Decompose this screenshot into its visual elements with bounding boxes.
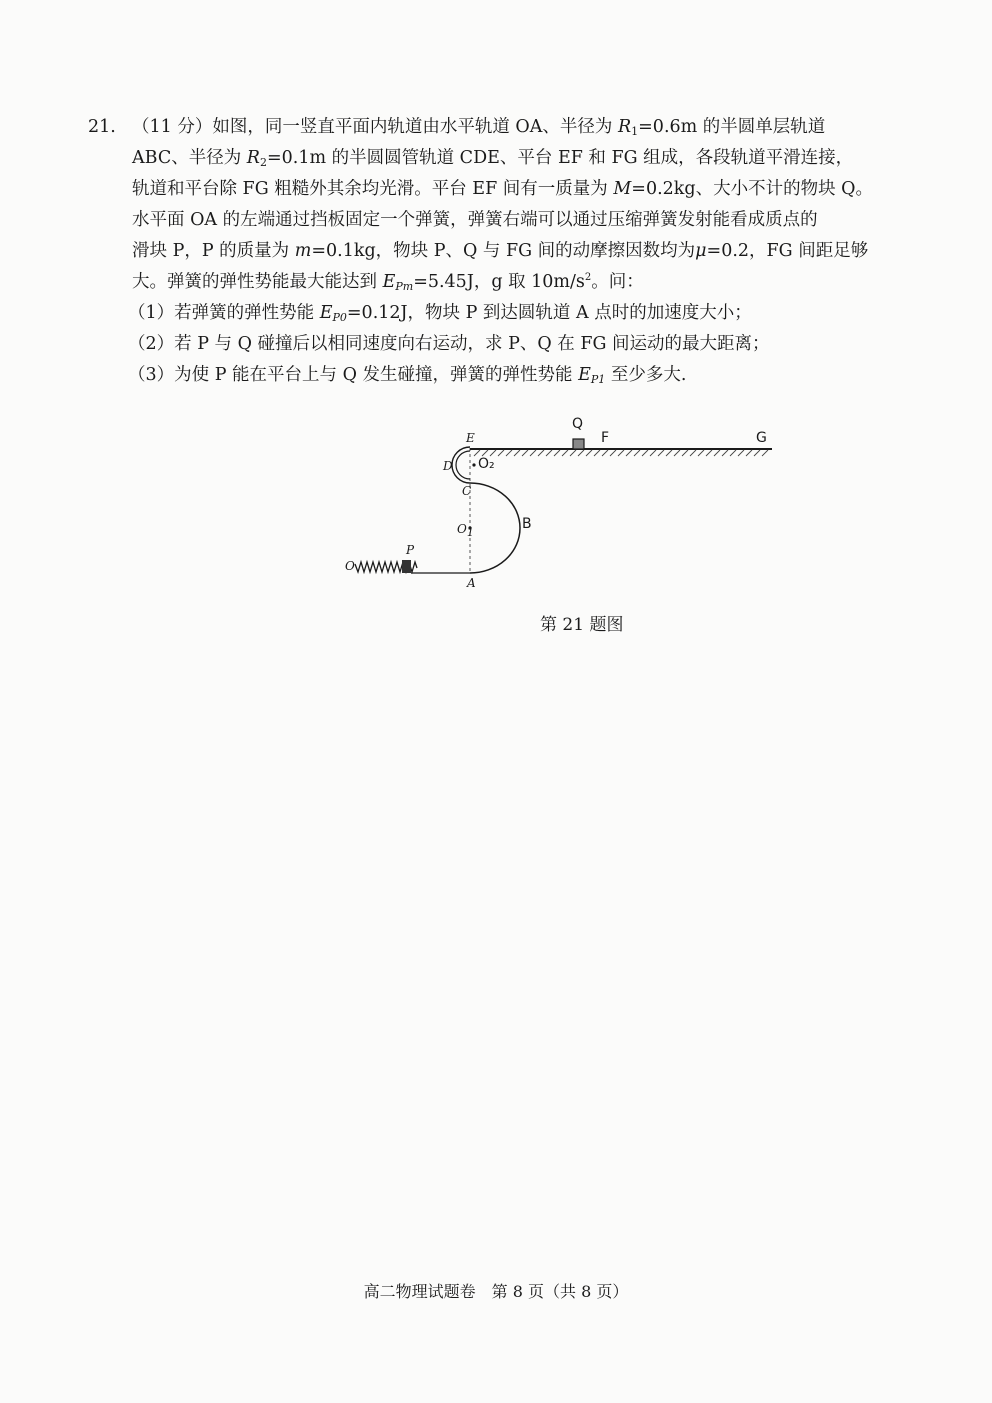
problem-line: [88, 143, 900, 174]
label-d: D: [443, 459, 453, 473]
text-run: Pm: [395, 280, 414, 293]
text-run: E: [382, 272, 396, 292]
track-abc: [470, 483, 520, 573]
label-o1: [457, 522, 474, 539]
center-o2-dot: [472, 463, 475, 466]
subquestion-3: [88, 360, 900, 391]
subquestion-1: [88, 298, 900, 329]
text-run: μ: [695, 241, 707, 261]
track-diagram: [340, 412, 780, 592]
text-run: （2）若 P 与 Q 碰撞后以相同速度向右运动，求 P、Q 在 FG 间运动的最大距离；: [128, 334, 770, 354]
label-p: P: [406, 543, 415, 557]
label-b: B: [522, 516, 532, 532]
text-run: E: [578, 365, 591, 385]
text-run: R: [617, 117, 632, 137]
text-run: P1: [590, 373, 606, 386]
text-run: ABC、半径为: [132, 148, 247, 168]
text-run: =0.1m 的半圆圆管轨道 CDE、平台 EF 和 FG 组成，各段轨道平滑连接，: [266, 148, 854, 168]
text-run: =5.45J，g 取 10m/s: [413, 272, 585, 292]
label-o1-letter: O: [457, 522, 467, 536]
slider-p: [402, 560, 411, 573]
figure-caption: 第 21 题图: [540, 615, 624, 635]
label-q: Q: [572, 416, 584, 432]
label-a: A: [467, 576, 476, 590]
problem-statement: [88, 112, 900, 298]
problem-line: [88, 236, 900, 267]
label-g: G: [756, 430, 767, 446]
text-run: 至少多大.: [605, 365, 687, 385]
page-footer: 高二物理试题卷 第 8 页（共 8 页）: [363, 1282, 629, 1301]
block-q: [573, 439, 584, 449]
text-run: =0.1kg，物块 P、Q 与 FG 间的动摩擦因数均为: [311, 241, 696, 261]
subquestion-2: [88, 329, 900, 360]
text-run: =0.2kg、大小不计的物块 Q。: [631, 179, 873, 199]
text-run: （11 分）如图，同一竖直平面内轨道由水平轨道 OA、半径为: [132, 117, 618, 137]
pipe-cde-inner: [456, 451, 470, 479]
text-run: 大。弹簧的弹性势能最大能达到: [132, 272, 383, 292]
label-o1-sub: 1: [466, 526, 474, 539]
problem-21: [88, 112, 900, 391]
subquestion-list: [88, 298, 900, 391]
label-o2: O₂: [478, 456, 495, 472]
text-run: m: [294, 241, 312, 261]
problem-number: 21.: [88, 117, 116, 137]
label-c: C: [462, 484, 472, 498]
text-run: 2: [584, 272, 592, 284]
platform-hatching: [474, 450, 768, 456]
label-e: E: [466, 431, 475, 445]
text-run: 滑块 P，P 的质量为: [132, 241, 295, 261]
pipe-cde-outer: [452, 447, 470, 483]
label-o: O: [345, 559, 355, 573]
problem-line: [88, 174, 900, 205]
text-run: （3）为使 P 能在平台上与 Q 发生碰撞，弹簧的弹性势能: [128, 365, 579, 385]
track-diagram-drawing: [340, 412, 780, 592]
text-run: =0.12J，物块 P 到达圆轨道 A 点时的加速度大小；: [346, 303, 752, 323]
text-run: =0.2，FG 间距足够: [706, 241, 869, 261]
text-run: E: [319, 303, 333, 323]
text-run: 轨道和平台除 FG 粗糙外其余均光滑。平台 EF 间有一质量为: [132, 179, 614, 199]
label-f: F: [601, 430, 610, 446]
text-run: 2: [259, 156, 267, 169]
problem-line: [88, 267, 900, 298]
text-run: 1: [631, 125, 639, 138]
text-run: R: [246, 148, 260, 168]
text-run: 。问：: [591, 272, 644, 292]
text-run: M: [613, 179, 632, 199]
problem-line: [88, 205, 900, 236]
text-run: （1）若弹簧的弹性势能: [128, 303, 320, 323]
text-run: 水平面 OA 的左端通过挡板固定一个弹簧，弹簧右端可以通过压缩弹簧发射能看成质点的: [132, 210, 818, 230]
text-run: =0.6m 的半圆单层轨道: [638, 117, 826, 137]
text-run: P0: [332, 311, 347, 324]
problem-line: [88, 112, 900, 143]
